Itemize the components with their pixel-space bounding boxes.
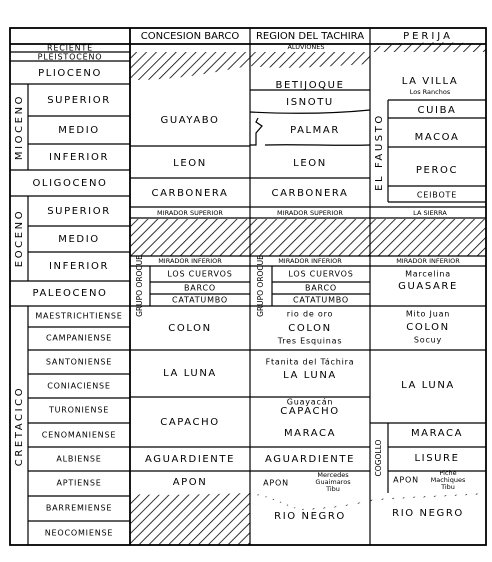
tachira-carbonera: CARBONERA (271, 188, 349, 199)
age-column (14, 44, 123, 538)
barco-aguardiente: AGUARDIENTE (145, 454, 235, 465)
barco-los-cuervos: LOS CUERVOS (167, 269, 233, 279)
age-coniaciense: CONIACIENSE (47, 381, 111, 391)
tachira-apon: APON (263, 478, 289, 488)
header-tachira: REGION DEL TACHIRA (255, 31, 365, 42)
age-cenomaniense: CENOMANIENSE (41, 430, 117, 440)
perija-la-luna: LA LUNA (401, 380, 455, 391)
tachira-grupo-orocue: GRUPO OROCUE (256, 255, 265, 317)
tachira-colon: COLON (288, 323, 332, 334)
barco-capacho: CAPACHO (160, 417, 220, 428)
perija-peroc: PEROC (415, 165, 459, 176)
perija-el-fausto: EL FAUSTO (374, 113, 385, 191)
age-eoceno: EOCENO (14, 208, 25, 268)
perija-la-sierra: LA SIERRA (413, 209, 447, 217)
barco-mirador-superior: MIRADOR SUPERIOR (157, 209, 223, 217)
perija-los-ranchos: Los Ranchos (409, 88, 451, 96)
perija-tibu: Tibu (441, 483, 455, 491)
tachira-guayacan: Guayacán (286, 397, 334, 407)
age-campaniense: CAMPANIENSE (45, 333, 113, 343)
age-albiense: ALBIENSE (56, 454, 102, 464)
header-barco: CONCESION BARCO (140, 31, 240, 42)
age-pleistoceno: PLEISTOCENO (37, 52, 103, 62)
barco-apon: APON (172, 477, 208, 488)
age-mioceno: MIOCENO (14, 93, 25, 161)
perija-guasare: GUASARE (398, 281, 458, 292)
perija-rio-negro: RIO NEGRO (392, 508, 464, 519)
perija-ceibote: CEIBOTE (416, 190, 458, 200)
perija-socuy: Socuy (413, 335, 443, 345)
perija-piche: Piche (439, 469, 457, 477)
tachira-tibu: Tibu (326, 485, 340, 493)
tachira-mercedes: Mercedes (317, 471, 349, 479)
age-paleoceno: PALEOCENO (32, 288, 108, 299)
age-aptiense: APTIENSE (56, 478, 102, 488)
barco-guayabo: GUAYABO (160, 115, 220, 126)
perija-colon: COLON (406, 322, 450, 333)
tachira-rio-de-oro: rio de oro (286, 309, 334, 319)
perija-apon: APON (393, 475, 419, 485)
mioceno-superior: SUPERIOR (47, 95, 111, 106)
tachira-la-luna: LA LUNA (283, 370, 337, 381)
perija-mito-juan: Mito Juan (405, 309, 451, 319)
age-santoniense: SANTONIENSE (45, 357, 113, 367)
tachira-los-cuervos: LOS CUERVOS (288, 269, 354, 279)
barco-grupo-orocue: GRUPO OROCUE (135, 255, 144, 317)
age-neocomiense: NEOCOMIENSE (44, 528, 114, 538)
tachira-mirador-inferior: MIRADOR INFERIOR (278, 257, 342, 265)
mioceno-medio: MEDIO (58, 125, 100, 136)
tachira-aluviones: ALUVIONES (287, 43, 325, 51)
tachira-guaimaros: Guaimaros (315, 478, 351, 486)
age-oligoceno: OLIGOCENO (32, 178, 108, 189)
barco-leon: LEON (173, 158, 207, 169)
eoceno-medio: MEDIO (58, 234, 100, 245)
tachira-barco: BARCO (304, 283, 338, 293)
tachira-palmar: PALMAR (290, 125, 340, 136)
barco-catatumbo: CATATUMBO (171, 295, 229, 305)
tachira-tres-esquinas: Tres Esquinas (277, 336, 343, 346)
tachira-rio-negro: RIO NEGRO (274, 511, 346, 522)
perija-cogollo: COGOLLO (374, 439, 383, 477)
barco-mirador-inferior: MIRADOR INFERIOR (158, 257, 222, 265)
tachira-isnotu: ISNOTU (286, 97, 334, 108)
perija-cuiba: CUIBA (417, 105, 457, 116)
age-turoniense: TURONIENSE (48, 405, 110, 415)
tachira-maraca: MARACA (283, 428, 337, 439)
age-maestrichtiense: MAESTRICHTIENSE (35, 311, 123, 321)
tachira-betijoque: BETIJOQUE (275, 80, 345, 91)
perija-la-villa: LA VILLA (401, 76, 459, 87)
tachira-capacho: CAPACHO (280, 406, 340, 417)
perija-machiques: Machiques (430, 476, 466, 484)
tachira-ftanita: Ftanita del Táchira (265, 357, 355, 367)
age-barremiense: BARREMIENSE (45, 503, 113, 513)
tachira-aguardiente: AGUARDIENTE (265, 454, 355, 465)
age-cretacico: CRETACICO (14, 385, 25, 467)
mioceno-inferior: INFERIOR (48, 152, 110, 163)
eoceno-superior: SUPERIOR (47, 206, 111, 217)
barco-barco: BARCO (183, 283, 217, 293)
perija-maraca: MARACA (410, 428, 464, 439)
perija-marcelina: Marcelina (405, 269, 451, 279)
age-reciente: RECIENTE (47, 43, 93, 53)
tachira-mirador-superior: MIRADOR SUPERIOR (277, 209, 343, 217)
barco-la-luna: LA LUNA (163, 368, 217, 379)
barco-colon: COLON (168, 323, 212, 334)
chart-header (141, 31, 453, 42)
perija-mirador-inferior: MIRADOR INFERIOR (396, 257, 460, 265)
age-plioceno: PLIOCENO (38, 68, 102, 79)
eoceno-inferior: INFERIOR (48, 261, 110, 272)
perija-macoa: MACOA (414, 132, 460, 143)
barco-carbonera: CARBONERA (151, 188, 229, 199)
tachira-catatumbo: CATATUMBO (292, 295, 350, 305)
perija-lisure: LISURE (414, 453, 460, 464)
header-perija: PERIJA (403, 31, 453, 42)
tachira-leon: LEON (293, 158, 327, 169)
